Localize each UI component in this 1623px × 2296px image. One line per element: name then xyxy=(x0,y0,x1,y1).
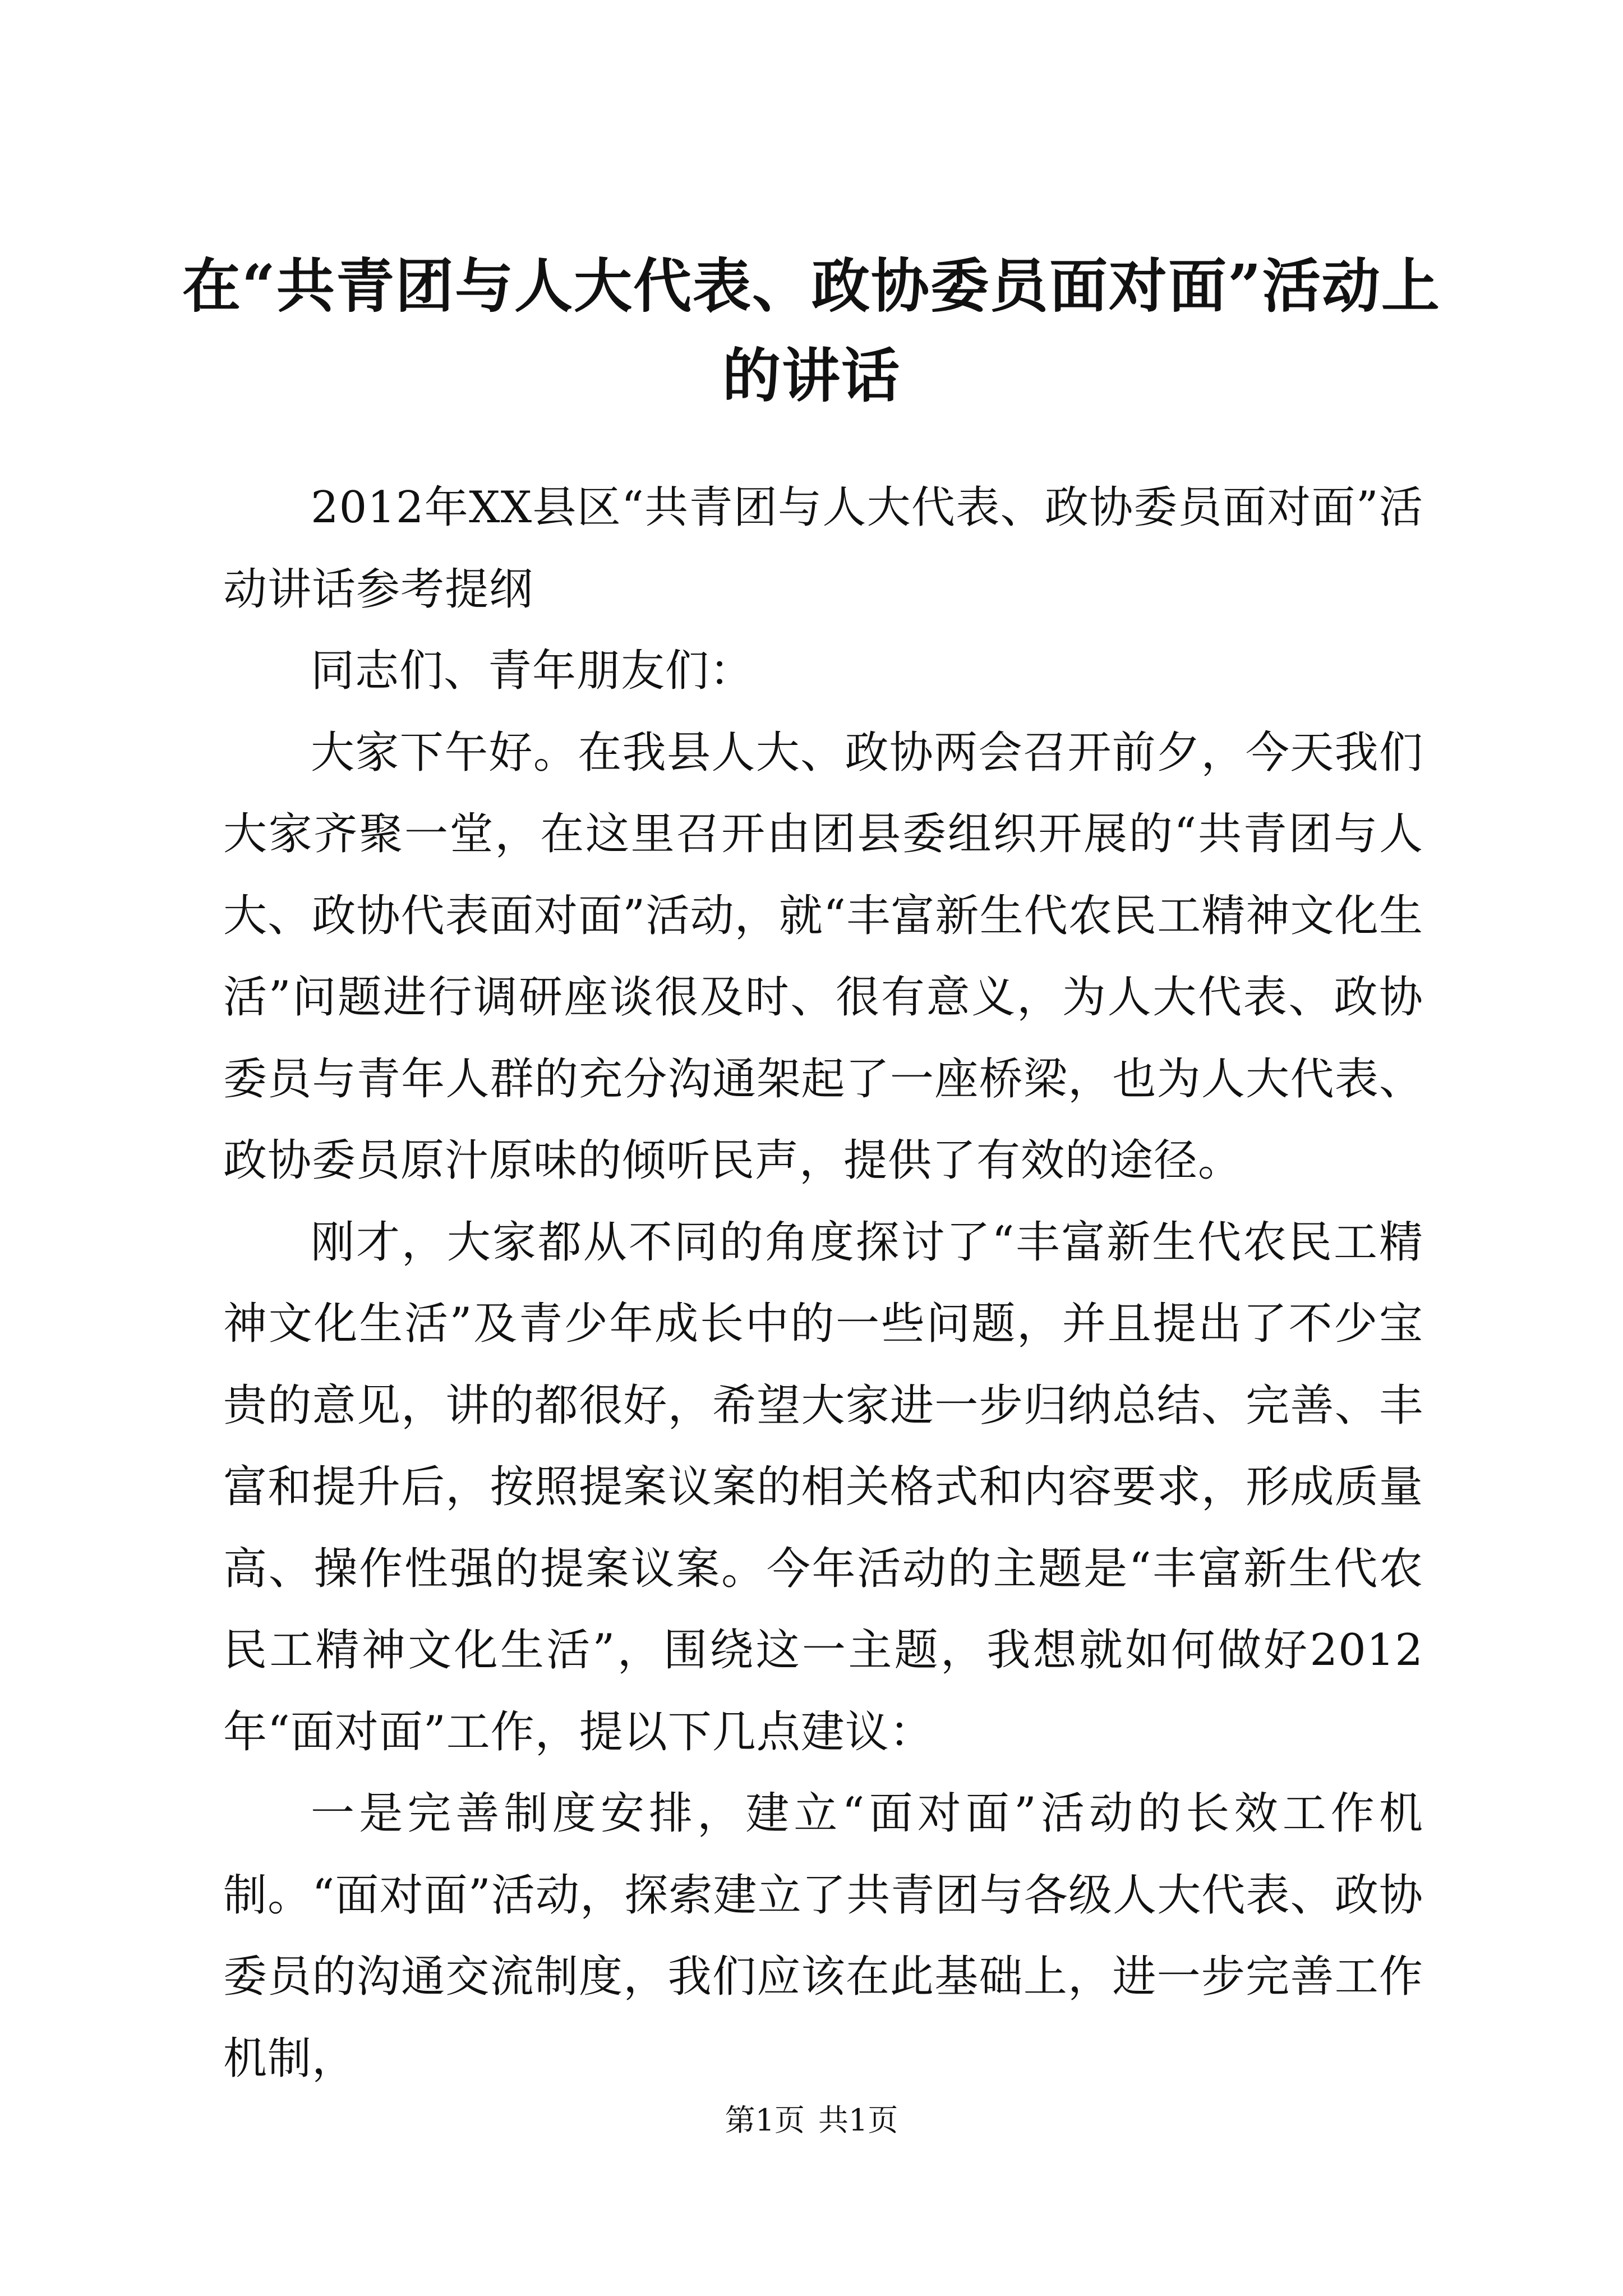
document-body xyxy=(223,467,1423,2100)
paragraph-greeting: 大家下午好。在我县人大、政协两会召开前夕，今天我们大家齐聚一堂，在这里召开由团县委组织开展的“共青团与人大、政协代表面对面”活动，就“丰富新生代农民工精神文化生活”问题进行调研座谈很及时、很有意义，为人大代表、政协委员与青年人群的充分沟通架起了一座桥梁，也为人大代表、政协委员原汁原味的倾听民声，提供了有效的途径。 xyxy=(223,727,1423,1186)
page-number: 第1页 xyxy=(725,2102,805,2138)
paragraph-salutation: 同志们、青年朋友们： xyxy=(311,646,754,696)
document-title: 在“共青团与人大代表、政协委员面对面”活动上的讲话 xyxy=(182,251,1441,410)
paragraph-subtitle: 2012年XX县区“共青团与人大代表、政协委员面对面”活动讲话参考提纲 xyxy=(223,482,1423,615)
paragraph-proposal-one: 一是完善制度安排，建立“面对面”活动的长效工作机制。“面对面”活动，探索建立了共青团与各级人大代表、政协委员的沟通交流制度，我们应该在此基础上，进一步完善工作机制， xyxy=(223,1788,1423,2084)
page-footer xyxy=(0,2101,1623,2140)
page-total: 共1页 xyxy=(818,2102,898,2138)
paragraph-discussion: 刚才，大家都从不同的角度探讨了“丰富新生代农民工精神文化生活”及青少年成长中的一些问题，并且提出了不少宝贵的意见，讲的都很好，希望大家进一步归纳总结、完善、丰富和提升后，按照提案议案的相关格式和内容要求，形成质量高、操作性强的提案议案。今年活动的主题是“丰富新生代农民工精神文化生活”，围绕这一主题，我想就如何做好2012年“面对面”工作，提以下几点建议： xyxy=(223,1217,1423,1757)
